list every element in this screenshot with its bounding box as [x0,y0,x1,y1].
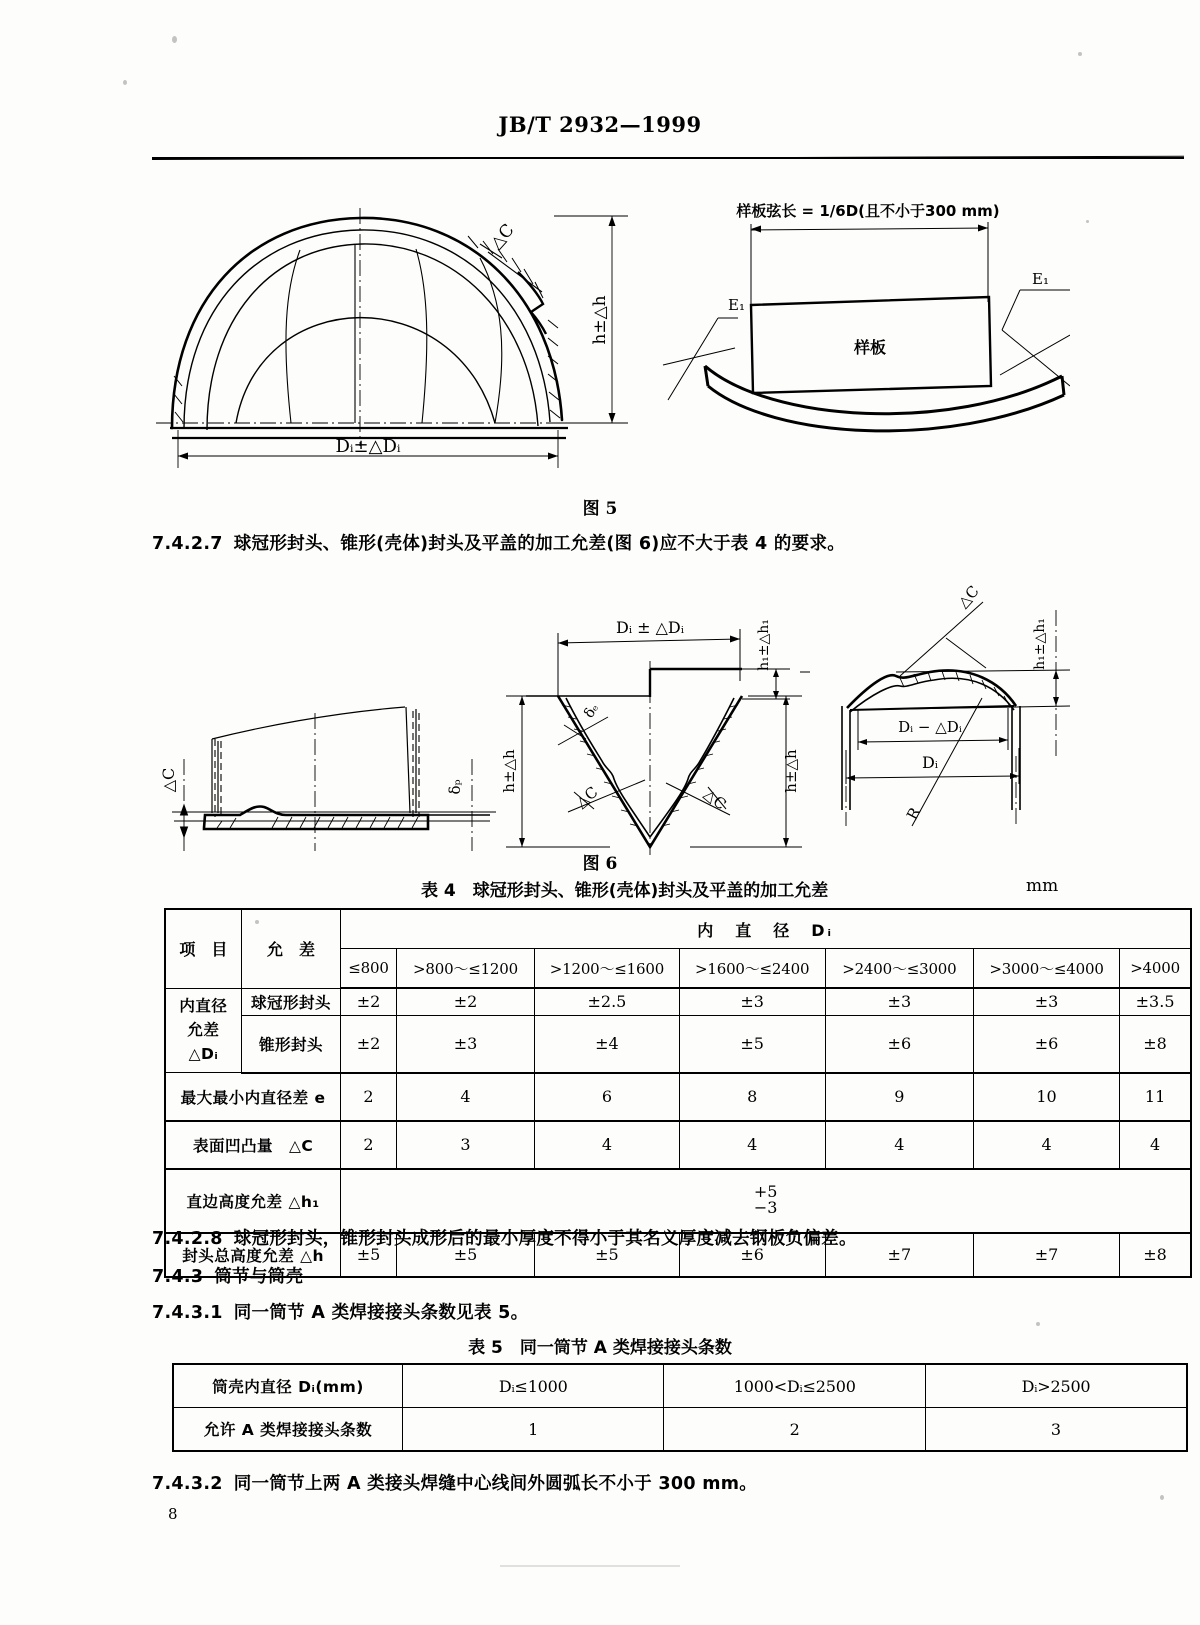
table-5-caption: 表 5 同一筒节 A 类焊接接头条数 [468,1338,732,1358]
table-4-cell: 4 [535,1121,679,1169]
table-4-cell: 3 [396,1121,535,1169]
table-4-range-4: >2400～≤3000 [825,949,973,989]
table-4-cell: ±5 [396,1233,535,1277]
table-4-range-0: ≤800 [341,949,397,989]
table-4-cell: ±3 [679,988,825,1015]
scan-speckle [1036,1322,1040,1326]
table-4-cell: ±3 [973,988,1119,1015]
fig6c-di-dim-label: Dᵢ [921,753,939,772]
table-4-group-title: 内 直 径 Dᵢ [341,909,1191,949]
table-4-cell: ±7 [825,1233,973,1277]
table-4-cell: ±8 [1120,1015,1191,1073]
fig5-height-dim-label: h±△h [590,295,610,345]
group-label-line-3: △Dᵢ [188,1045,219,1064]
table-4-cell: 6 [535,1073,679,1121]
fig5-e1-left-label: E₁ [728,296,745,314]
clause-text: 球冠形封头、锥形(壳体)封头及平盖的加工允差(图 6)应不大于表 4 的要求。 [233,534,846,554]
clause-text: 筒节与筒壳 [214,1267,304,1287]
table-4-cell: 2 [341,1121,397,1169]
table-4-cell: 4 [679,1121,825,1169]
clause-number: 7.4.2.7 [152,534,223,554]
scan-speckle [123,80,127,85]
table-4-unit: mm [1026,876,1059,896]
table-4-cell: 10 [973,1073,1119,1121]
table-4-cell: ±5 [535,1233,679,1277]
figure-5-dome-diagram [150,180,650,474]
table-4-row-label: 直边高度允差 △h₁ [165,1169,341,1233]
table-4-row-label: 锥形封头 [241,1015,340,1073]
clause-number: 7.4.3 [152,1267,204,1287]
table-4-range-5: >3000～≤4000 [973,949,1119,989]
figure-6-spherical-cap-diagram [800,560,1100,834]
figure-5-template-diagram [650,190,1070,444]
table-5-row-label: 筒壳内直径 Dᵢ(mm) [173,1364,403,1408]
table-4-cell: 9 [825,1073,973,1121]
fig6c-h1-dim-label: h₁±△h₁ [1032,618,1048,670]
table-4-range-1: >800～≤1200 [396,949,535,989]
clause-7-4-2-7 [152,530,845,555]
table-4-row-straight-flange-height [165,1169,1191,1233]
clause-text: 同一筒节上两 A 类接头焊缝中心线间外圆弧长不小于 300 mm。 [233,1474,758,1494]
table-4-header-row-1 [165,909,1191,949]
fig6c-radius-label: R [902,804,925,823]
fig6a-thickness-label: δₚ [446,779,464,795]
scan-speckle [172,36,177,43]
table-4-col-tolerance: 允 差 [241,909,340,988]
table-4-caption: 表 4 球冠形封头、锥形(壳体)封头及平盖的加工允差 [421,881,829,901]
header-rule [152,157,1184,159]
table-4-cell: 4 [825,1121,973,1169]
table-5-cell: Dᵢ≤1000 [403,1364,664,1408]
fig6b-h1-dim-label: h₁±△h₁ [756,619,772,671]
table-4-cell: ±5 [341,1233,397,1277]
fig6c-dc-label: △C [953,582,983,612]
scan-speckle [500,1565,680,1567]
table-4-group-label-inner-diameter [165,988,241,1073]
fig6b-h-left-dim-label: h±△h [500,749,518,793]
table-4-row-conical-head [165,1015,1191,1073]
table-4-cell: ±6 [973,1015,1119,1073]
scan-speckle [1078,52,1082,56]
fig5-e1-right-label: E₁ [1032,270,1049,288]
scan-speckle [1160,1495,1164,1500]
table-5-cell: 3 [926,1408,1187,1452]
table-4-cell: ±6 [825,1015,973,1073]
table-4-row-surface-deviation [165,1121,1191,1169]
table-5-cell: 2 [664,1408,926,1452]
fig6c-di-minus-dim-label: Dᵢ − △Dᵢ [898,718,962,736]
table-5-row-joint-count [173,1408,1187,1452]
table-4-row-label: 球冠形封头 [241,988,340,1015]
table-4-cell: ±3 [396,1015,535,1073]
table-4-cell: ±3.5 [1120,988,1191,1015]
clause-7-4-3-2 [152,1470,757,1495]
fig5-diameter-dim-label: Dᵢ±△Dᵢ [335,436,401,457]
table-4-cell: 4 [973,1121,1119,1169]
table-5-cell: 1000<Dᵢ≤2500 [664,1364,926,1408]
standard-number: JB/T 2932—1999 [498,112,702,137]
table-4-row-label: 封头总高度允差 △h [165,1233,341,1277]
table-4-cell: ±6 [679,1233,825,1277]
scan-speckle [1086,220,1089,223]
fig6b-dc-left-label: △C [572,782,602,812]
table-4-range-6: >4000 [1120,949,1191,989]
span-value-top: +5 [753,1181,778,1201]
clause-text: 球冠形封头，锥形封头成形后的最小厚度不得小于其名义厚度减去钢板负偏差。 [233,1229,857,1249]
table-4-cell: 4 [1120,1121,1191,1169]
table-4-cell: ±2 [341,988,397,1015]
table-4-cell: ±2.5 [535,988,679,1015]
table-4-cell: 11 [1120,1073,1191,1121]
table-4-range-2: >1200～≤1600 [535,949,679,989]
figure-6-caption: 图 6 [582,854,618,874]
table-5-row-label: 允许 A 类焊接接头条数 [173,1408,403,1452]
group-label-line-2: 允差 [187,1021,220,1040]
table-4-col-item: 项 目 [165,909,241,988]
fig5-template-label: 样板 [853,338,887,357]
table-5-cell: 1 [403,1408,664,1452]
clause-number: 7.4.2.8 [152,1229,223,1249]
table-4-cell: ±4 [535,1015,679,1073]
table-4-row-label: 最大最小内直径差 e [165,1073,341,1121]
table-4-row-label: 表面凹凸量 △C [165,1121,341,1169]
fig6b-h-right-dim-label: h±△h [782,749,800,793]
table-4-cell: ±8 [1120,1233,1191,1277]
figure-6-conical-head-diagram [490,565,810,859]
table-4-cell: 8 [679,1073,825,1121]
table-4 [164,908,1192,1278]
figure-5-caption: 图 5 [582,499,618,519]
table-5-cell: Dᵢ>2500 [926,1364,1187,1408]
fig6b-diameter-dim-label: Dᵢ ± △Dᵢ [616,618,684,637]
table-5-row-diameter [173,1364,1187,1408]
clause-text: 同一筒节 A 类焊接接头条数见表 5。 [233,1303,529,1323]
table-4-cell: 2 [341,1073,397,1121]
group-label-line-1: 内直径 [179,997,228,1016]
figure-6-flat-cover-diagram [160,655,500,859]
span-value-bottom: −3 [753,1198,778,1218]
table-4-cell: ±2 [396,988,535,1015]
table-4-cell: ±5 [679,1015,825,1073]
clause-7-4-3-1 [152,1299,528,1324]
fig6b-thickness-label: δₑ [581,700,603,721]
clause-7-4-3 [152,1263,303,1288]
table-4-row-max-min-diameter-diff [165,1073,1191,1121]
clause-number: 7.4.3.1 [152,1303,223,1323]
table-4-cell: 4 [396,1073,535,1121]
table-4-range-3: >1600～≤2400 [679,949,825,989]
fig5-dc-label: △C [486,220,519,254]
page-number: 8 [168,1505,178,1523]
clause-number: 7.4.3.2 [152,1474,223,1494]
fig6a-dc-label: △C [160,767,178,793]
fig6b-dc-right-label: △C [700,784,730,814]
table-4-cell: ±2 [341,1015,397,1073]
fig5-chord-note: 样板弦长 = 1/6D(且不小于300 mm) [736,202,1000,220]
table-4-span-cell [341,1169,1191,1233]
clause-7-4-2-8 [152,1225,857,1250]
table-4-cell: ±7 [973,1233,1119,1277]
table-5 [172,1363,1188,1452]
table-4-row-spherical-head [165,988,1191,1015]
table-4-cell: ±3 [825,988,973,1015]
